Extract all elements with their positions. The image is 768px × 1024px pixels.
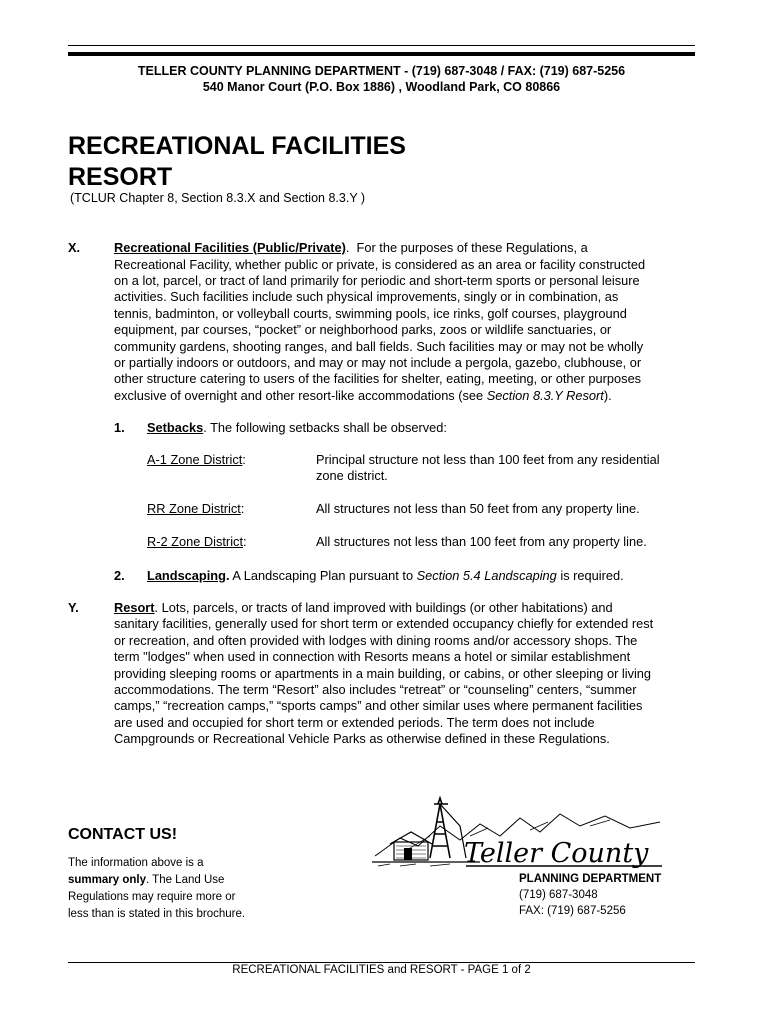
header-contact-line: TELLER COUNTY PLANNING DEPARTMENT - (719) 687-3048 / FAX: (719) 687-5256 bbox=[137, 64, 626, 78]
document-subtitle: (TCLUR Chapter 8, Section 8.3.X and Section 8.3.Y ) bbox=[70, 191, 366, 205]
section-x-first-line: Recreational Facilities (Public/Private). For the purposes of these Regulations, a bbox=[114, 240, 588, 255]
landscaping-heading: Landscaping bbox=[147, 568, 226, 583]
setbacks-heading: Setbacks bbox=[147, 420, 204, 435]
setback-r2-rule: All structures not less than 100 feet from any property line. bbox=[316, 534, 647, 549]
logo-text: Teller County bbox=[464, 838, 649, 869]
item-1-setbacks: Setbacks. The following setbacks shall be observed: bbox=[147, 420, 447, 435]
department-fax: FAX: (719) 687-5256 bbox=[519, 905, 626, 917]
header-rule-thin bbox=[68, 45, 695, 46]
contact-heading: CONTACT US! bbox=[68, 826, 178, 843]
resort-heading: Resort bbox=[114, 600, 155, 615]
item-1-marker: 1. bbox=[114, 420, 125, 435]
page-footer: RECREATIONAL FACILITIES and RESORT - PAGE 1 of 2 bbox=[232, 964, 531, 976]
setback-a1-rule: Principal structure not less than 100 feet from any residential zone district. bbox=[316, 452, 660, 484]
section-x-marker: X. bbox=[68, 240, 81, 255]
header-address-line: 540 Manor Court (P.O. Box 1886) , Woodland Park, CO 80866 bbox=[202, 80, 561, 94]
department-name: PLANNING DEPARTMENT bbox=[519, 873, 662, 885]
item-2-landscaping: Landscaping. A Landscaping Plan pursuant to Section 5.4 Landscaping is required. bbox=[147, 568, 624, 583]
department-contact bbox=[519, 871, 661, 919]
teller-county-logo bbox=[370, 796, 670, 876]
section-y-marker: Y. bbox=[68, 600, 79, 615]
header-rule-thick bbox=[68, 52, 695, 56]
section-y-first-line: Resort. Lots, parcels, or tracts of land improved with buildings (or other habitations) and bbox=[114, 600, 613, 615]
setback-a1-zone: A-1 Zone District: bbox=[147, 452, 246, 467]
section-x-body: Recreational Facility, whether public or private, is considered as an area or facility constructed on a lot, parcel, or tract of land primarily for periodic and short-term sports or personal leisure activities. Such facilities include such physical improvements, singly or in combination, as tennis, badminton, or volleyball courts, swimming pools, ice rinks, golf courses, playground equipment, par courses, “pocket” or neighborhood parks, zoos or wildlife sanctuaries, or community gardens, shooting ranges, and ball fields. Such facilities may or may not be wholly or partially indoors or outdoors, and may or may not include a pergola, gazebo, clubhouse, or other structure catering to users of the facilities for shelter, eating, meeting, or other purposes exclusive of overnight and other resort-like accommodations (see Section 8.3.Y Resort). bbox=[114, 256, 646, 403]
document-title: RECREATIONAL FACILITIES bbox=[68, 132, 406, 160]
document-title-line2: RESORT bbox=[68, 163, 173, 191]
setback-rr-rule: All structures not less than 50 feet from any property line. bbox=[316, 501, 640, 516]
item-2-marker: 2. bbox=[114, 568, 125, 583]
footer-rule bbox=[68, 962, 695, 963]
contact-text: The information above is a summary only. The Land Use Regulations may require more or less than is stated in this brochure. bbox=[68, 857, 246, 920]
department-phone: (719) 687-3048 bbox=[519, 889, 598, 901]
section-x-heading: Recreational Facilities (Public/Private) bbox=[114, 240, 346, 255]
section-x-text-first: For the purposes of these Regulations, a bbox=[356, 240, 588, 255]
section-y-body: sanitary facilities, generally used for short term or extended occupancy chiefly for extended rest or recreation, and often provided with lodges with dining rooms and/or accessory shops. The term "lodges" when used in connection with Resorts means a hotel or similar establishment providing sleeping rooms or apartments in a main building, or cabins, or other sleeping or living accommodations. The term “Resort” also includes “retreat” or “counseling” centers, “summer camps,” “recreation camps,” “sports camps” and other similar uses where permanent facilities are used and occupied for short term or extended periods. The term does not include Campgrounds or Recreational Vehicle Parks as otherwise defined in these Regulations. bbox=[114, 616, 654, 747]
setback-rr-zone: RR Zone District: bbox=[147, 501, 245, 516]
setback-r2-zone: R-2 Zone District: bbox=[147, 534, 247, 549]
